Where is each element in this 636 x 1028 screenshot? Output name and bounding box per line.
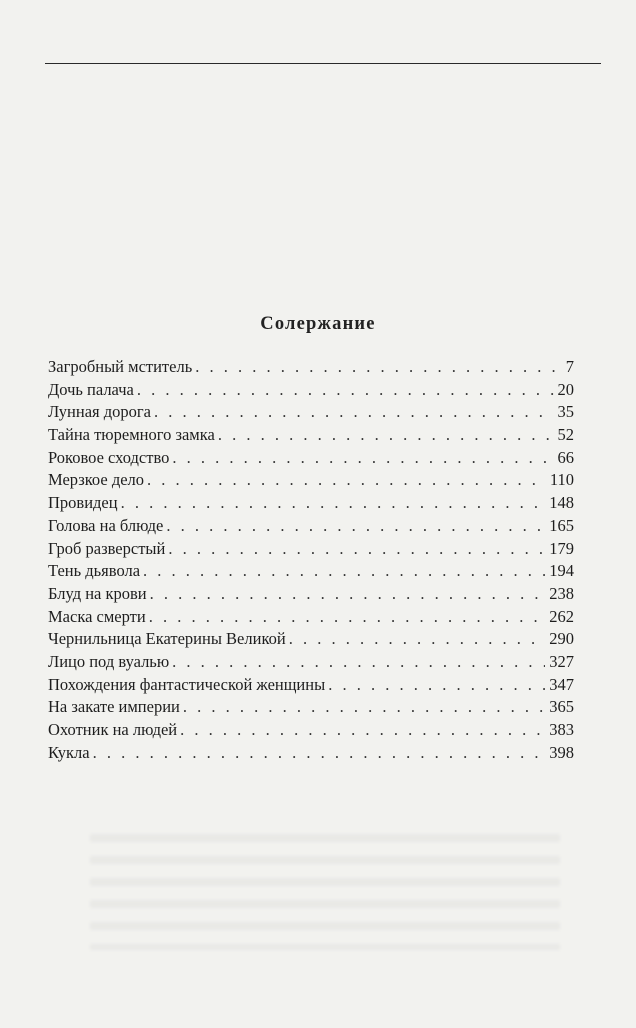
toc-entry-page: 327 xyxy=(549,651,574,671)
toc-entry-title: Тайна тюремного замка xyxy=(48,425,215,445)
toc-entry-page: 179 xyxy=(549,538,574,558)
toc-entry xyxy=(48,469,574,492)
toc-entry-title: Охотник на людей xyxy=(48,720,178,739)
toc-entry-page: 66 xyxy=(557,447,574,467)
toc-entry xyxy=(48,379,574,402)
toc-entry-title: На закате империи xyxy=(48,697,180,717)
toc-entry xyxy=(48,538,574,561)
toc-entry-title: Маска смерти xyxy=(48,606,146,626)
toc-entry-page: 290 xyxy=(549,629,574,649)
dot-leader xyxy=(218,424,554,447)
toc-entry xyxy=(48,401,574,424)
toc-entry xyxy=(48,674,574,697)
toc-entry-page: 110 xyxy=(549,470,574,490)
dot-leader xyxy=(183,696,545,719)
toc-entry xyxy=(48,492,574,515)
dot-leader xyxy=(150,583,546,606)
toc-entry xyxy=(48,606,574,629)
toc-entry xyxy=(48,560,574,583)
bleed-through-text xyxy=(90,820,560,950)
toc-entry-page: 35 xyxy=(557,402,574,422)
toc-entry xyxy=(48,742,574,765)
dot-leader xyxy=(121,492,546,515)
dot-leader xyxy=(143,560,545,583)
toc-entry-title: Гроб разверстый xyxy=(48,538,166,558)
toc-entry xyxy=(48,696,574,719)
dot-leader xyxy=(328,674,545,697)
toc-entry-title: Дочь палача xyxy=(48,379,134,399)
toc-heading: Солержание xyxy=(260,314,376,334)
toc-entry-title: Чернильница Екатерины Великой xyxy=(48,629,286,649)
dot-leader xyxy=(137,379,554,402)
dot-leader xyxy=(172,651,545,674)
toc-entry xyxy=(48,628,574,651)
dot-leader xyxy=(154,401,554,424)
dot-leader xyxy=(93,742,546,765)
toc-entry-page: 165 xyxy=(549,515,574,535)
toc-entry-title: Лицо под вуалью xyxy=(48,651,170,671)
toc-entry-page: 148 xyxy=(549,493,574,513)
dot-leader xyxy=(180,719,545,742)
toc-entry xyxy=(48,583,574,606)
toc-entry xyxy=(48,447,574,470)
toc-entry-title: Блуд на крови xyxy=(48,583,147,603)
toc-entry-page: 52 xyxy=(557,425,574,445)
toc-entry xyxy=(48,424,574,447)
dot-leader xyxy=(149,606,546,629)
dot-leader xyxy=(168,538,545,561)
toc-entry-page: 347 xyxy=(549,674,574,694)
toc-entry-page: 365 xyxy=(549,697,574,717)
table-of-contents xyxy=(48,356,574,764)
toc-entry xyxy=(48,651,574,674)
header-rule xyxy=(45,63,601,64)
toc-entry xyxy=(48,515,574,538)
toc-entry-page: 398 xyxy=(549,742,574,762)
toc-entry-page: 20 xyxy=(557,379,574,399)
toc-entry-title: Голова на блюде xyxy=(48,515,164,535)
toc-entry-title: Загробный мститель xyxy=(48,357,193,376)
dot-leader xyxy=(147,469,546,492)
toc-entry-page: 238 xyxy=(549,583,574,603)
dot-leader xyxy=(172,447,553,470)
dot-leader xyxy=(195,356,562,379)
toc-entry-title: Провидец xyxy=(48,493,118,513)
toc-entry-page: 7 xyxy=(565,357,574,376)
toc-entry-title: Лунная дорога xyxy=(48,402,151,422)
toc-entry-page: 383 xyxy=(549,720,574,739)
toc-entry-title: Мерзкое дело xyxy=(48,470,145,490)
toc-entry-title: Кукла xyxy=(48,742,90,762)
toc-entry-title: Тень дьявола xyxy=(48,561,141,581)
dot-leader xyxy=(289,628,546,651)
dot-leader xyxy=(166,515,545,538)
toc-entry-title: Похождения фантастической женщины xyxy=(48,674,326,694)
toc-entry-page: 262 xyxy=(549,606,574,626)
toc-entry xyxy=(48,356,574,379)
toc-entry-page: 194 xyxy=(549,561,574,581)
toc-entry xyxy=(48,719,574,742)
toc-entry-title: Роковое сходство xyxy=(48,447,170,467)
